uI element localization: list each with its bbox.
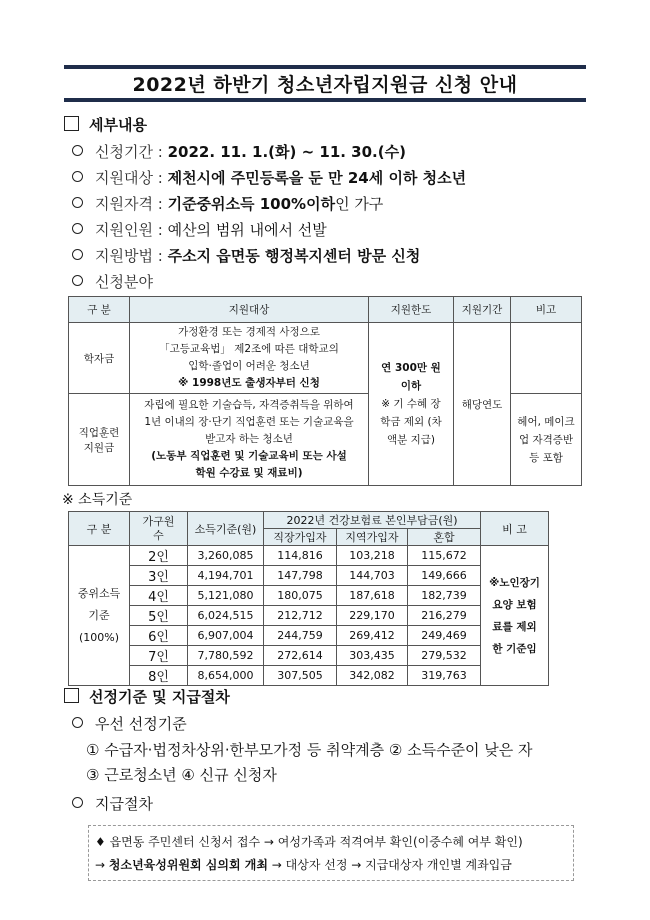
employee-cell: 147,798	[264, 566, 337, 586]
mixed-cell: 149,666	[408, 566, 481, 586]
procedure-box	[88, 825, 574, 881]
employee-cell: 212,712	[264, 606, 337, 626]
members-cell: 5인	[130, 606, 188, 626]
period-cell: 해당연도	[454, 323, 511, 486]
title-bottom-rule	[64, 98, 586, 102]
item-label: 신청분야	[95, 273, 153, 291]
th-insurance: 2022년 건강보험료 본인부담금(원)	[264, 512, 481, 529]
standard-cell: 7,780,592	[188, 646, 264, 666]
circle-bullet-icon	[72, 717, 83, 728]
priority-line: ① 수급자·법정차상위·한부모가정 등 취약계층 ② 소득수준이 낮은 자	[86, 741, 533, 759]
employee-cell: 244,759	[264, 626, 337, 646]
circle-bullet-icon	[72, 171, 83, 182]
target-line: 입학·졸업이 어려운 청소년	[188, 360, 310, 372]
th-category: 구 분	[69, 297, 130, 323]
procedure-rest: → 대상자 선정 → 지급대상자 개인별 계좌입금	[271, 858, 512, 872]
mixed-cell: 182,739	[408, 586, 481, 606]
th-mixed: 혼합	[408, 529, 481, 546]
target-line: 자립에 필요한 기술습득, 자격증취득을 위하여	[144, 399, 354, 411]
members-cell: 4인	[130, 586, 188, 606]
th-regional: 지역가입자	[337, 529, 408, 546]
regional-cell: 342,082	[337, 666, 408, 686]
square-bullet-icon	[64, 116, 79, 131]
target-cell	[130, 323, 369, 394]
limit-amount: 연 300만 원 이하	[381, 362, 441, 392]
mixed-cell: 115,672	[408, 546, 481, 566]
item-label: 지원자격 :	[95, 195, 163, 213]
table-row	[69, 546, 549, 566]
th-period: 지원기간	[454, 297, 511, 323]
detail-item	[72, 219, 327, 240]
priority-label: 우선 선정기준	[95, 715, 187, 733]
circle-bullet-icon	[72, 275, 83, 286]
standard-cell: 5,121,080	[188, 586, 264, 606]
income-standard-table	[68, 511, 549, 686]
th-limit: 지원한도	[369, 297, 454, 323]
th-employee: 직장가입자	[264, 529, 337, 546]
members-cell: 6인	[130, 626, 188, 646]
target-cell	[130, 394, 369, 486]
support-field-table	[68, 296, 582, 486]
employee-cell: 114,816	[264, 546, 337, 566]
item-label: 지원인원 :	[95, 221, 163, 239]
th-standard: 소득기준(원)	[188, 512, 264, 546]
limit-cell	[369, 323, 454, 486]
standard-cell: 6,907,004	[188, 626, 264, 646]
th-remark: 비고	[511, 297, 582, 323]
item-value: 제천시에 주민등록을 둔 만 24세 이하 청소년	[167, 169, 467, 187]
members-cell: 2인	[130, 546, 188, 566]
standard-cell: 8,654,000	[188, 666, 264, 686]
procedure-item	[72, 793, 153, 814]
procedure-bold: 청소년육성위원회 심의회 개최	[108, 858, 268, 872]
standard-cell: 3,260,085	[188, 546, 264, 566]
title-top-rule	[64, 65, 586, 69]
employee-cell: 180,075	[264, 586, 337, 606]
priority-line: ③ 근로청소년 ④ 신규 신청자	[86, 766, 277, 784]
arrow: →	[95, 858, 106, 872]
table-row	[69, 666, 549, 686]
members-cell: 8인	[130, 666, 188, 686]
mixed-cell: 279,532	[408, 646, 481, 666]
remark-cell: ※노인장기요양 보험료를 제외한 기준임	[481, 546, 549, 686]
regional-cell: 103,218	[337, 546, 408, 566]
standard-cell: 4,194,701	[188, 566, 264, 586]
table-row	[69, 323, 582, 394]
table-row	[69, 606, 549, 626]
employee-cell: 307,505	[264, 666, 337, 686]
section-title: 세부내용	[89, 116, 147, 134]
target-line: 「고등교육법」 제2조에 따른 대학교의	[159, 343, 339, 355]
item-label: 지원대상 :	[95, 169, 163, 187]
circle-bullet-icon	[72, 223, 83, 234]
regional-cell: 187,618	[337, 586, 408, 606]
procedure-label: 지급절차	[95, 795, 153, 813]
table-row	[69, 646, 549, 666]
mixed-cell: 319,763	[408, 666, 481, 686]
category-cell: 중위소득 기준 (100%)	[69, 546, 130, 686]
priority-item	[72, 713, 187, 734]
th-members: 가구원 수	[130, 512, 188, 546]
target-line: 가정환경 또는 경제적 사정으로	[178, 326, 320, 338]
item-rest: 인 가구	[335, 195, 384, 213]
item-value: 주소지 읍면동 행정복지센터 방문 신청	[167, 247, 421, 265]
item-rest: 예산의 범위 내에서 선발	[167, 221, 327, 239]
target-line: 1년 이내의 장·단기 직업훈련 또는 기술교육을	[144, 416, 354, 428]
table-row	[69, 586, 549, 606]
regional-cell: 303,435	[337, 646, 408, 666]
members-cell: 7인	[130, 646, 188, 666]
section-title: 선정기준 및 지급절차	[89, 688, 230, 706]
item-label: 지원방법 :	[95, 247, 163, 265]
circle-bullet-icon	[72, 797, 83, 808]
procedure-line	[95, 856, 512, 873]
item-value: 2022. 11. 1.(화) ~ 11. 30.(수)	[167, 143, 406, 161]
section-details-heading	[64, 114, 147, 135]
category-cell: 직업훈련 지원금	[69, 394, 130, 486]
square-bullet-icon	[64, 688, 79, 703]
detail-item	[72, 167, 466, 188]
section-selection-heading	[64, 686, 230, 707]
regional-cell: 269,412	[337, 626, 408, 646]
item-label: 신청기간 :	[95, 143, 163, 161]
th-target: 지원대상	[130, 297, 369, 323]
circle-bullet-icon	[72, 197, 83, 208]
page-title: 2022년 하반기 청소년자립지원금 신청 안내	[132, 74, 518, 96]
standard-cell: 6,024,515	[188, 606, 264, 626]
circle-bullet-icon	[72, 145, 83, 156]
mixed-cell: 249,469	[408, 626, 481, 646]
category-cell: 학자금	[69, 323, 130, 394]
th-category: 구 분	[69, 512, 130, 546]
detail-item	[72, 193, 383, 214]
target-line: 받고자 하는 청소년	[205, 433, 293, 445]
th-remark: 비 고	[481, 512, 549, 546]
item-value: 기준중위소득 100%이하	[167, 195, 336, 213]
regional-cell: 144,703	[337, 566, 408, 586]
income-heading: ※ 소득기준	[62, 492, 133, 508]
detail-item	[72, 245, 420, 266]
employee-cell: 272,614	[264, 646, 337, 666]
limit-note: ※ 기 수혜 장학금 제외 (차액분 지급)	[380, 398, 442, 446]
remark-cell: 헤어, 메이크업 자격증반 등 포함	[511, 394, 582, 486]
regional-cell: 229,170	[337, 606, 408, 626]
mixed-cell: 216,279	[408, 606, 481, 626]
members-cell: 3인	[130, 566, 188, 586]
detail-item	[72, 271, 153, 292]
table-row	[69, 566, 549, 586]
table-row	[69, 626, 549, 646]
procedure-line: ♦ 읍면동 주민센터 신청서 접수 → 여성가족과 적격여부 확인(이중수혜 여부 확인)	[95, 835, 523, 849]
circle-bullet-icon	[72, 249, 83, 260]
target-note: ※ 1998년도 출생자부터 신청	[178, 377, 320, 389]
remark-cell	[511, 323, 582, 394]
target-note: (노동부 직업훈련 및 기술교육비 또는 사설학원 수강료 및 재료비)	[151, 450, 347, 479]
detail-item	[72, 141, 406, 162]
